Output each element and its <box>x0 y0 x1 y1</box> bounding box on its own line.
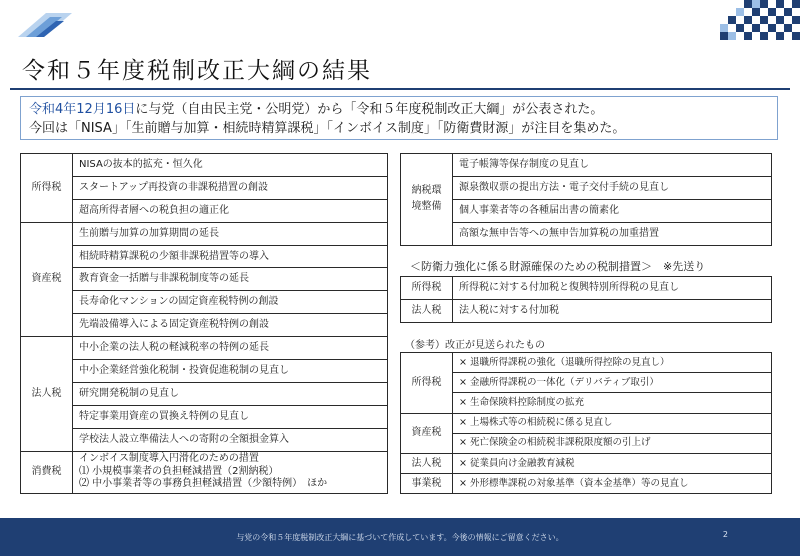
summary-line-1-text: に与党（自由民主党・公明党）から「令和５年度税制改正大綱」が公表された。 <box>135 102 604 117</box>
category-consumption-tax: 消費税 <box>21 451 73 493</box>
reform-item: 教育資金一括贈与非課税制度等の延長 <box>73 268 388 291</box>
category-asset-tax: 資産税 <box>21 222 73 336</box>
page-number: 2 <box>722 530 728 539</box>
reform-item: 長寿命化マンションの固定資産税特例の創設 <box>73 291 388 314</box>
reform-item: スタートアップ再投資の非課税措置の創設 <box>73 176 388 199</box>
footer-note: 与党の令和５年度税制改正大綱に基づいて作成しています。今後の情報にご留意ください。 <box>236 533 564 542</box>
postponed-item: × 退職所得課税の強化（退職所得控除の見直し） <box>453 353 772 373</box>
summary-line-1 <box>29 100 769 119</box>
defense-heading: ＜防衛力強化に係る財源確保のための税制措置＞ ※先送り <box>410 260 706 273</box>
postponed-reforms-table <box>400 352 772 494</box>
reform-item: 超高所得者層への税負担の適正化 <box>73 199 388 222</box>
reform-item: 学校法人設立準備法人への寄附の全額損金算入 <box>73 428 388 451</box>
postponed-item: × 外形標準課税の対象基準（資本金基準）等の見直し <box>453 474 772 494</box>
category-corporate-tax: 法人税 <box>401 453 453 473</box>
reform-item: 高額な無申告等への無申告加算税の加重措置 <box>453 222 772 245</box>
invoice-line-1: インボイス制度導入円滑化のための措置 <box>79 453 259 465</box>
main-reform-table <box>20 153 388 494</box>
reform-item: 電子帳簿等保存制度の見直し <box>453 154 772 177</box>
reform-item: 源泉徴収票の提出方法・電子交付手続の見直し <box>453 176 772 199</box>
reform-item: NISAの抜本的拡充・恒久化 <box>73 154 388 177</box>
reform-item: 中小企業の法人税の軽減税率の特例の延長 <box>73 337 388 360</box>
reform-item: 研究開発税制の見直し <box>73 382 388 405</box>
brand-logo <box>12 10 74 40</box>
title-divider <box>10 88 790 90</box>
category-corporate-tax: 法人税 <box>21 337 73 451</box>
reform-item: 特定事業用資産の買換え特例の見直し <box>73 405 388 428</box>
reform-item: 相続時精算課税の少額非課税措置等の導入 <box>73 245 388 268</box>
footer-bar <box>0 518 800 556</box>
summary-line-2: 今回は「NISA」「生前贈与加算・相続時精算課税」「インボイス制度」「防衛費財源」が注目を集めた。 <box>29 121 626 136</box>
reform-item: 法人税に対する付加税 <box>453 299 772 322</box>
category-asset-tax: 資産税 <box>401 413 453 453</box>
reform-item: 所得税に対する付加税と復興特別所得税の見直し <box>453 277 772 300</box>
reform-item-invoice <box>73 451 388 493</box>
checker-pattern-decoration <box>708 0 800 40</box>
invoice-line-3: ⑵ 中小事業者等の事務負担軽減措置（少額特例） ほか <box>79 478 328 490</box>
postponed-item: × 死亡保険金の相続税非課税限度額の引上げ <box>453 433 772 453</box>
reference-heading: （参考）改正が見送られたもの <box>405 340 545 351</box>
summary-box <box>20 96 778 140</box>
postponed-item: × 金融所得課税の一体化（デリバティブ取引） <box>453 373 772 393</box>
category-label-line-1: 納税環 <box>411 185 442 197</box>
category-income-tax: 所得税 <box>21 154 73 223</box>
category-label-line-2: 境整備 <box>411 201 442 213</box>
page-title: 令和５年度税制改正大綱の結果 <box>22 58 372 84</box>
reform-item: 先端設備導入による固定資産税特例の創設 <box>73 314 388 337</box>
postponed-item: × 生命保険料控除制度の拡充 <box>453 393 772 413</box>
postponed-item: × 従業員向け金融教育減税 <box>453 453 772 473</box>
invoice-line-2: ⑴ 小規模事業者の負担軽減措置（2割納税） <box>79 465 279 477</box>
category-business-tax: 事業税 <box>401 474 453 494</box>
postponed-item: × 上場株式等の相続税に係る見直し <box>453 413 772 433</box>
category-corporate-tax: 法人税 <box>401 299 453 322</box>
tax-environment-table <box>400 153 772 246</box>
reform-item: 中小企業経営強化税制・投資促進税制の見直し <box>73 360 388 383</box>
reform-item: 個人事業者等の各種届出書の簡素化 <box>453 199 772 222</box>
category-income-tax: 所得税 <box>401 277 453 300</box>
category-income-tax: 所得税 <box>401 353 453 414</box>
reform-item: 生前贈与加算の加算期間の延長 <box>73 222 388 245</box>
defense-funding-table <box>400 276 772 323</box>
category-tax-environment <box>401 154 453 246</box>
summary-date: 令和4年12月16日 <box>29 102 136 117</box>
